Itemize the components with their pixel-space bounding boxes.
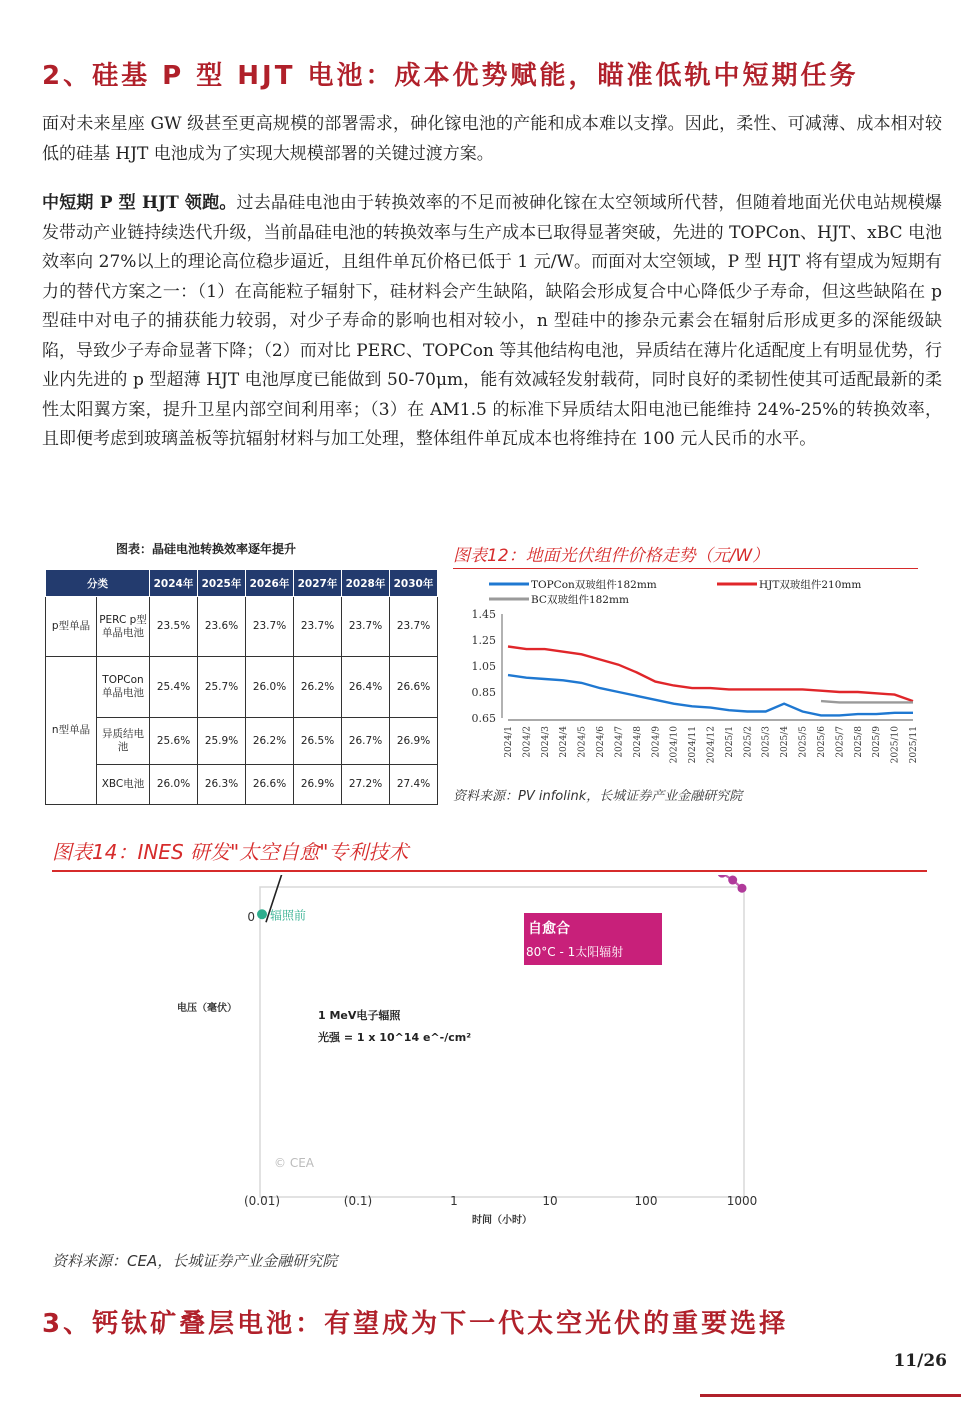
- table-cell: 26.5%: [294, 718, 342, 765]
- recovery-curve: [358, 875, 742, 888]
- header-year: 2028年: [342, 570, 390, 597]
- x-tick-label: 2025/5: [798, 726, 809, 758]
- table-cell: 26.4%: [342, 657, 390, 718]
- table-cell: 23.7%: [342, 597, 390, 657]
- group-label: p型单晶: [46, 597, 97, 657]
- x-tick-label: (0.01): [243, 1194, 281, 1208]
- table-caption: 图表：晶硅电池转换效率逐年提升: [116, 542, 297, 556]
- table-cell: 25.4%: [150, 657, 198, 718]
- x-tick-label: 2025/1: [724, 726, 735, 758]
- group-label: n型单晶: [46, 657, 97, 805]
- table-cell: 26.6%: [246, 765, 294, 805]
- y-tick-label: 1.25: [471, 634, 496, 647]
- table-header-row: [46, 570, 438, 597]
- series-line-2: [821, 701, 913, 702]
- x-axis-label: 时间（小时）: [472, 1215, 532, 1226]
- flux-label: 光强 = 1 x 10^14 e^-/cm²: [318, 1031, 472, 1044]
- table-cell: 23.7%: [390, 597, 438, 657]
- cea-watermark: © CEA: [274, 1156, 314, 1170]
- paragraph-body: 过去晶硅电池由于转换效率的不足而被砷化镓在太空领域所代替，但随着地面光伏电站规模爆发带动产业链持续迭代升级，当前晶硅电池的转换效率与生产成本已取得显著突破，先进的 TOPCon、HJT、xBC 电池效率向 27%以上的理论高位稳步逼近，且组件单瓦价格已低于 1 元/W。而面对太空领域，P 型 HJT 将有望成为短期有力的替代方案之一：（1）在高能粒子辐射下，硅材料会产生缺陷，缺陷会形成复合中心降低少子寿命，但这些缺陷在 p 型硅中对电子的捕获能力较弱，对少子寿命的影响也相对较小，n 型硅中的掺杂元素会在辐射后形成更多的深能级缺陷，导致少子寿命显著下降；（2）而对比 PERC、TOPCon 等其他结构电池，异质结在薄片化适配度上有明显优势，行业内先进的 p 型超薄 HJT 电池厚度已能做到 50-70μm，能有效减轻发射载荷，同时良好的柔韧性使其可适配最新的柔性太阳翼方案，提升卫星内部空间利用率；（3）在 AM1.5 的标准下异质结太阳电池已能维持 24%-25%的转换效率，且即便考虑到玻璃盖板等抗辐射材料与加工处理，整体组件单瓦成本也将维持在 100 元人民币的水平。: [42, 193, 943, 449]
- table-cell: 23.7%: [246, 597, 294, 657]
- x-tick-label: (0.1): [343, 1194, 373, 1208]
- x-tick-label: 2024/11: [688, 726, 699, 764]
- y-tick-label: 0.65: [471, 712, 496, 725]
- x-tick-label: 2025/7: [835, 726, 846, 758]
- table-cell: 23.5%: [150, 597, 198, 657]
- header-year: 2030年: [390, 570, 438, 597]
- series-line-0: [508, 675, 913, 715]
- y-tick-label: 0.85: [471, 686, 496, 699]
- header-year: 2026年: [246, 570, 294, 597]
- table-cell: 25.7%: [198, 657, 246, 718]
- table-cell: 23.7%: [294, 597, 342, 657]
- data-point: [728, 876, 737, 885]
- table-row: [46, 718, 438, 765]
- section-3-heading: 3、钙钛矿叠层电池：有望成为下一代太空光伏的重要选择: [42, 1309, 789, 1339]
- table-cell: 26.3%: [198, 765, 246, 805]
- paragraph-p-type-hjt: [42, 189, 942, 455]
- chart14-plot: [52, 875, 928, 1243]
- x-tick-label: 2024/2: [522, 726, 533, 758]
- table-row: [46, 765, 438, 805]
- x-tick-label: 2024/1: [504, 726, 514, 758]
- paragraph-intro: 面对未来星座 GW 级甚至更高规模的部署需求，砷化镓电池的产能和成本难以支撑。因此，柔性、可减薄、成本相对较低的硅基 HJT 电池成为了实现大规模部署的关键过渡方案。: [42, 114, 942, 164]
- footer-rule: [700, 1394, 961, 1397]
- x-tick-label: 2025/11: [909, 726, 919, 764]
- x-tick-label: 2025/8: [853, 726, 864, 758]
- x-tick-label: 1: [450, 1194, 458, 1208]
- x-tick-label: 2024/5: [577, 726, 588, 758]
- x-tick-label: 2025/6: [816, 726, 827, 758]
- x-tick-label: 2024/4: [559, 726, 570, 758]
- y-tick-label: 1.45: [471, 608, 496, 621]
- pre-irradiation-point: [257, 909, 267, 919]
- row-name: XBC电池: [97, 765, 150, 805]
- x-tick-label: 10: [542, 1194, 558, 1208]
- table-cell: 25.9%: [198, 718, 246, 765]
- pre-irradiation-label: 辐照前: [270, 908, 307, 923]
- x-tick-label: 2024/8: [632, 726, 643, 758]
- table-cell: 26.7%: [342, 718, 390, 765]
- self-heal-condition: 80°C - 1太阳辐射: [526, 945, 624, 959]
- x-tick-label: 2025/10: [890, 726, 901, 764]
- table-row: [46, 657, 438, 718]
- legend-label-hjt: HJT双玻组件210mm: [759, 579, 862, 591]
- table-cell: 25.6%: [150, 718, 198, 765]
- table-cell: 27.4%: [390, 765, 438, 805]
- table-cell: 26.2%: [294, 657, 342, 718]
- table-cell: 27.2%: [342, 765, 390, 805]
- y-axis-label: 电压（毫伏）: [177, 1003, 237, 1014]
- x-tick-label: 100: [634, 1194, 658, 1208]
- data-point: [738, 884, 747, 893]
- header-category: 分类: [46, 570, 150, 597]
- x-tick-label: 2024/10: [669, 726, 680, 764]
- page-number: 11/26: [893, 1351, 947, 1371]
- x-tick-label: 2025/3: [761, 726, 772, 758]
- x-tick-label: 2025/2: [743, 726, 754, 758]
- header-year: 2027年: [294, 570, 342, 597]
- legend-label-bc: BC双玻组件182mm: [531, 594, 629, 606]
- y-tick-label: 0: [247, 910, 255, 924]
- chart12-title-rule: [453, 568, 918, 569]
- x-tick-label: 2025/4: [780, 726, 791, 758]
- data-point: [718, 875, 727, 878]
- chart14-source: 资料来源：CEA，长城证券产业金融研究院: [52, 1252, 338, 1270]
- x-tick-label: 1000: [726, 1194, 758, 1208]
- chart12-plot: [453, 570, 921, 780]
- table-cell: 26.6%: [390, 657, 438, 718]
- y-tick-label: 1.05: [471, 660, 496, 673]
- self-heal-label: 自愈合: [528, 921, 570, 937]
- table-cell: 26.2%: [246, 718, 294, 765]
- series-line-1: [508, 647, 913, 702]
- x-tick-label: 2024/6: [596, 726, 607, 758]
- x-tick-label: 2025/9: [872, 726, 883, 758]
- row-name: PERC p型单晶电池: [97, 597, 150, 657]
- x-tick-label: 2024/9: [651, 726, 662, 758]
- paragraph-lead: 中短期 P 型 HJT 领跑。: [42, 193, 237, 213]
- x-tick-label: 2024/7: [614, 726, 625, 758]
- table-row: [46, 597, 438, 657]
- table-cell: 23.6%: [198, 597, 246, 657]
- efficiency-table: [45, 569, 438, 805]
- section-2-heading: 2、硅基 P 型 HJT 电池：成本优势赋能，瞄准低轨中短期任务: [42, 61, 859, 91]
- legend: [489, 578, 861, 606]
- row-name: 异质结电池: [97, 718, 150, 765]
- row-name: TOPCon单晶电池: [97, 657, 150, 718]
- chart14-title: 图表14：INES 研发"太空自愈"专利技术: [52, 840, 409, 864]
- table-cell: 26.0%: [246, 657, 294, 718]
- header-year: 2025年: [198, 570, 246, 597]
- irradiation-label: 1 MeV电子辐照: [318, 1009, 401, 1022]
- chart12-title: 图表12：地面光伏组件价格走势（元/W）: [453, 546, 770, 566]
- legend-label-topcon: TOPCon双玻组件182mm: [531, 579, 657, 591]
- table-cell: 26.9%: [390, 718, 438, 765]
- x-tick-label: 2024/3: [540, 726, 551, 758]
- x-tick-label: 2024/12: [706, 726, 717, 764]
- chart14-title-rule: [52, 870, 927, 872]
- header-year: 2024年: [150, 570, 198, 597]
- table-cell: 26.0%: [150, 765, 198, 805]
- chart12-source: 资料来源：PV infolink，长城证券产业金融研究院: [453, 789, 743, 804]
- table-cell: 26.9%: [294, 765, 342, 805]
